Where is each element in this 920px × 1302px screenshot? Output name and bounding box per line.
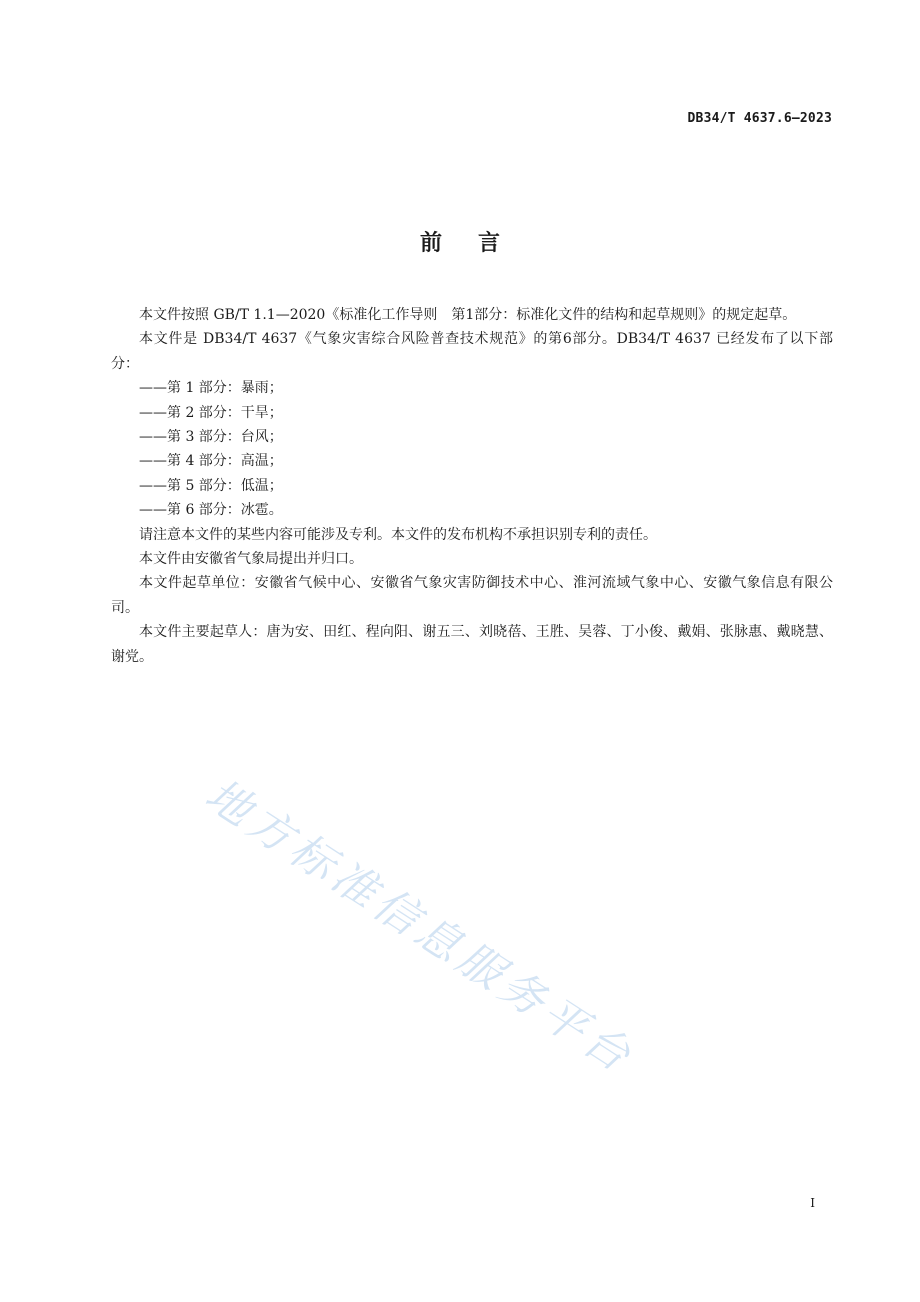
list-item: ——第 4 部分：高温； — [139, 453, 283, 470]
paragraph-patent-notice: 请注意本文件的某些内容可能涉及专利。本文件的发布机构不承担识别专利的责任。 — [139, 526, 657, 543]
paragraph-drafting-rules: 本文件按照 GB/T 1.1—2020《标准化工作导则 第1部分：标准化文件的结构和起草规则》的规定起草。 — [139, 307, 797, 323]
list-item: ——第 5 部分：低温； — [139, 477, 283, 494]
list-item: ——第 1 部分：暴雨； — [139, 380, 283, 397]
paragraph-drafters: 本文件主要起草人：唐为安、田红、程向阳、谢五三、刘晓蓓、王胜、吴蓉、丁小俊、戴娟、张脉惠、戴晓慧、谢党。 — [111, 624, 833, 665]
paragraph-parts-intro: 本文件是 DB34/T 4637《气象灾害综合风险普查技术规范》的第6部分。DB34/T 4637 已经发布了以下部分： — [111, 331, 833, 372]
list-item: ——第 3 部分：台风； — [139, 429, 283, 446]
watermark: 地方标准信息服务平台 — [196, 769, 644, 1085]
list-item: ——第 6 部分：冰雹。 — [139, 502, 283, 519]
paragraph-proposer: 本文件由安徽省气象局提出并归口。 — [139, 551, 363, 568]
list-item: ——第 2 部分：干旱； — [139, 404, 283, 421]
document-code: DB34/T 4637.6—2023 — [687, 111, 832, 126]
page-title: 前言 — [419, 231, 536, 256]
page-number: I — [810, 1196, 815, 1210]
paragraph-drafting-units: 本文件起草单位：安徽省气候中心、安徽省气象灾害防御技术中心、淮河流域气象中心、安徽气象信息有限公司。 — [111, 575, 833, 616]
document-body — [111, 303, 833, 669]
